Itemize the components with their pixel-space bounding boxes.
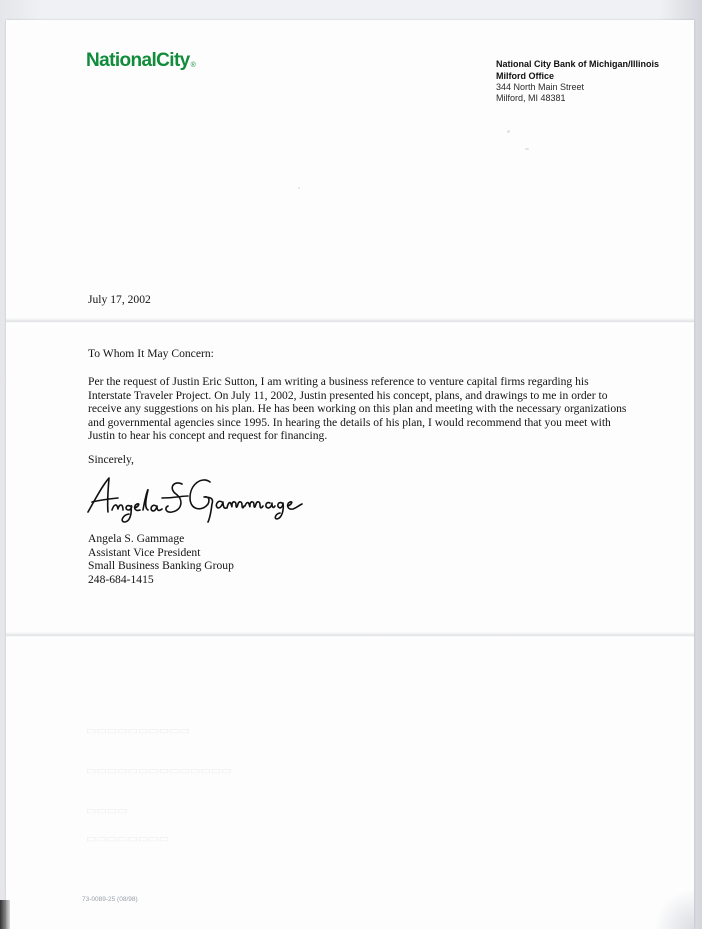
office-name: Milford Office xyxy=(496,71,554,81)
bleed-through-artifact: ▭▭▭▭ xyxy=(86,805,128,817)
national-city-logo xyxy=(86,51,196,70)
scan-speck xyxy=(507,130,510,133)
form-code: 73-0089-25 (08/98) xyxy=(82,896,138,903)
registered-mark: ® xyxy=(190,62,196,69)
letter-date: July 17, 2002 xyxy=(88,293,151,306)
body-line: and governmental agencies since 1995. In hearing the details of his plan, I would recommend that you meet with xyxy=(88,415,611,429)
paper-fold-upper xyxy=(6,318,694,326)
signer-phone: 248-684-1415 xyxy=(88,572,154,586)
bleed-through-artifact: ▭▭▭▭▭▭▭▭ xyxy=(86,833,170,845)
handwritten-signature xyxy=(82,468,306,524)
paper-fold-lower xyxy=(6,632,694,640)
salutation: To Whom It May Concern: xyxy=(88,347,214,360)
bleed-through-artifact: ▭▭▭▭▭▭▭▭▭▭ xyxy=(86,725,190,737)
body-line: Justin to hear his concept and request for financing. xyxy=(88,429,328,443)
scan-speck xyxy=(525,148,529,150)
paper-corner-curl xyxy=(654,889,694,929)
closing: Sincerely, xyxy=(88,453,134,466)
street-address: 344 North Main Street xyxy=(496,82,585,92)
body-line: Interstate Traveler Project. On July 11, 2002, Justin presented his concept, plans, and drawings to me in order to xyxy=(88,388,608,402)
body-line: Per the request of Justin Eric Sutton, I am writing a business reference to venture capital firms regarding his xyxy=(88,375,589,388)
logo-text: NationalCity xyxy=(86,50,190,71)
bank-name: National City Bank of Michigan/Illinois xyxy=(496,59,660,69)
bleed-through-artifact: ▭▭▭▭▭▭▭▭▭▭▭▭▭▭ xyxy=(86,765,232,777)
body-paragraph xyxy=(88,375,626,443)
signer-name: Angela S. Gammage xyxy=(88,532,185,545)
signer-title: Assistant Vice President xyxy=(88,545,201,559)
scanner-edge-shadow xyxy=(0,900,10,929)
signature-block xyxy=(88,532,234,586)
city-state-zip: Milford, MI 48381 xyxy=(496,93,566,103)
scan-speck xyxy=(298,187,300,189)
signer-department: Small Business Banking Group xyxy=(88,559,234,573)
body-line: receive any suggestions on his plan. He has been working on this plan and meeting with the necessary organizations xyxy=(88,402,627,416)
letterhead-address xyxy=(496,59,659,104)
